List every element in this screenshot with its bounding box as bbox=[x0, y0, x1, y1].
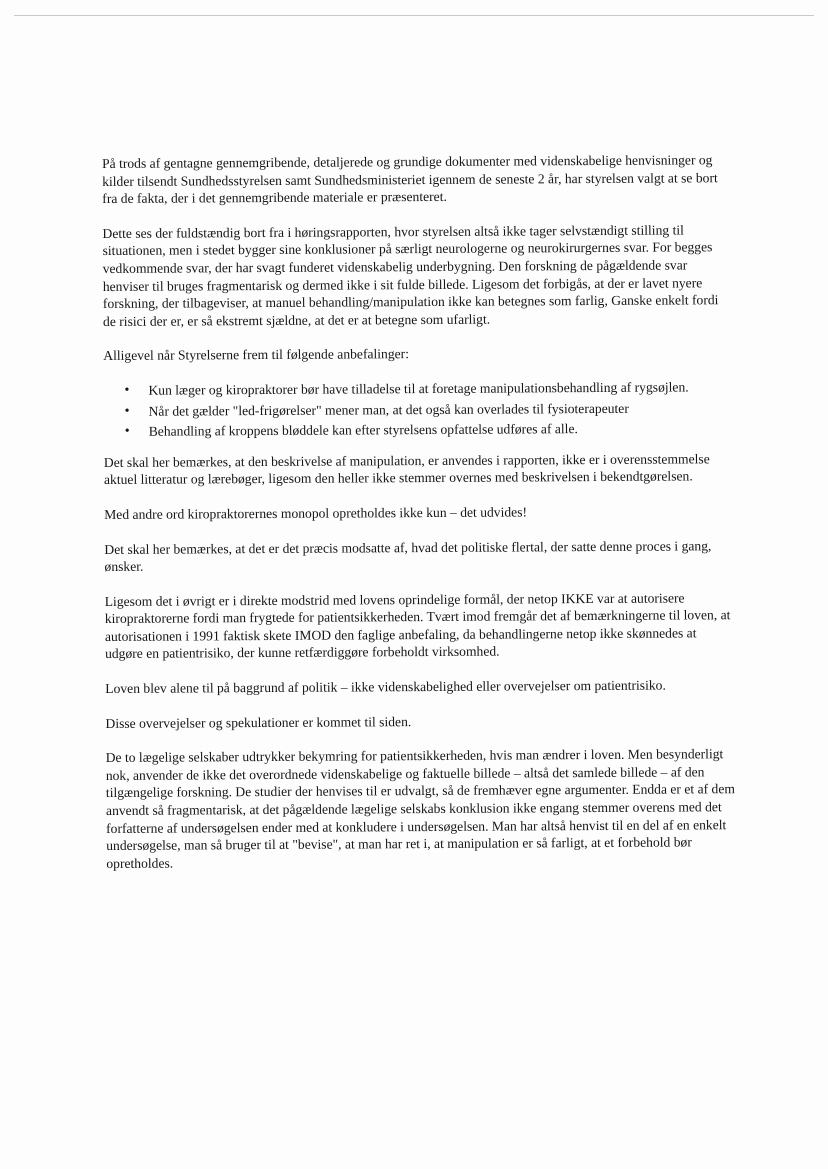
paragraph-recommendations-intro: Alligevel når Styrelserne frem til følgende anbefalinger: bbox=[103, 346, 410, 364]
paragraph-hearing-report: Dette ses der fuldstændig bort fra i høringsrapporten, hvor styrelsen altså ikke tager selvstændigt stilling til situationen, men i stedet bygger sine konklusioner på særligt neurologerne og neurokirurgernes svar. For begges vedkommende svar, der har svagt funderet videnskabelig underbygning. Den forskning de pågældende svar henviser til bruges fragmentarisk og dermed ikke i sit fulde billede. Ligesom det forbigås, at der er lavet nyere forskning, der tilbageviser, at manuel behandling/manipulation ikke kan betegnes som farlig, Ganske enkelt fordi de risici der er, er så ekstremt sjældne, at det er at betegne som ufarligt. bbox=[102, 222, 719, 329]
recommendations-list bbox=[103, 378, 733, 441]
paragraph-speculations: Disse overvejelser og spekulationer er kommet til siden. bbox=[105, 713, 412, 731]
paragraph-monopoly: Med andre ord kiropraktorernes monopol opretholdes ikke kun – det udvides! bbox=[104, 504, 528, 522]
list-item: • Behandling af kroppens bløddele kan efter styrelsens opfattelse udføres af alle. bbox=[149, 419, 734, 440]
paragraph-intro-sources: På trods af gentagne gennemgribende, detaljerede og grundige dokumenter med videnskabelige henvisninger og kilder tilsendt Sundhedsstyrelsen samt Sundhedsministeriet igennem de seneste 2 år, har styrelsen valgt at se bort fra de fakta, der i det gennemgribende materiale er præsenteret. bbox=[102, 152, 718, 207]
list-item: • Kun læger og kiropraktorer bør have tilladelse til at foretage manipulationsbehandling af rygsøjlen. bbox=[148, 378, 733, 399]
paragraph-medical-societies: De to lægelige selskaber udtrykker bekymring for patientsikkerheden, hvis man ændrer i loven. Men besynderligt nok, anvender de ikke det overordnede videnskabelige og faktuelle billede – altså det samlede billede – af den tilgængelige forskning. De studier der henvises til er udvalgt, så de fremhæver egne argumenter. Endda er et af dem anvendt så fragmentarisk, at det pågældende lægelige selskabs konklusion ikke engang stemmer overens med det forfatterne af undersøgelsen ender med at konkludere i undersøgelsen. Man har altså henvist til en del af en enkelt undersøgelse, man så bruger til at "bevise", at man har ret i, at manipulation er så farligt, at et forbehold bør opretholdes. bbox=[105, 746, 735, 871]
paragraph-law-politics: Loven blev alene til på baggrund af politik – ikke videnskabelighed eller overvejelser om patientrisiko. bbox=[105, 677, 666, 697]
paragraph-political-majority: Det skal her bemærkes, at det er det præcis modsatte af, hvad det politiske flertal, der satte denne proces i gang, ønsker. bbox=[104, 537, 712, 575]
paragraph-law-purpose: Ligesom det i øvrigt er i direkte modstrid med lovens oprindelige formål, der netop IKKE var at autorisere kiropraktorerne fordi man frygtede for patientsikkerheden. Tvært imod fremgår det af bemærkningerne til loven, at autorisationen i 1991 faktisk skete IMOD den faglige anbefaling, da behandlingerne netop ikke skønnedes at udgøre en patientrisiko, der kunne retfærdiggøre forbeholdt virksomhed. bbox=[104, 590, 731, 662]
paragraph-manipulation-description: Det skal her bemærkes, at den beskrivelse af manipulation, er anvendes i rapporten, ikke er i overensstemmelse aktuel litteratur og lærebøger, ligesom den heller ikke stemmer overnes med beskrivelsen i bekendtgørelsen. bbox=[103, 451, 710, 488]
document-body bbox=[102, 151, 736, 889]
list-item: • Når det gælder "led-frigørelser" mener man, at det også kan overlades til fysioterapeuter bbox=[149, 399, 734, 420]
top-divider bbox=[14, 15, 814, 16]
